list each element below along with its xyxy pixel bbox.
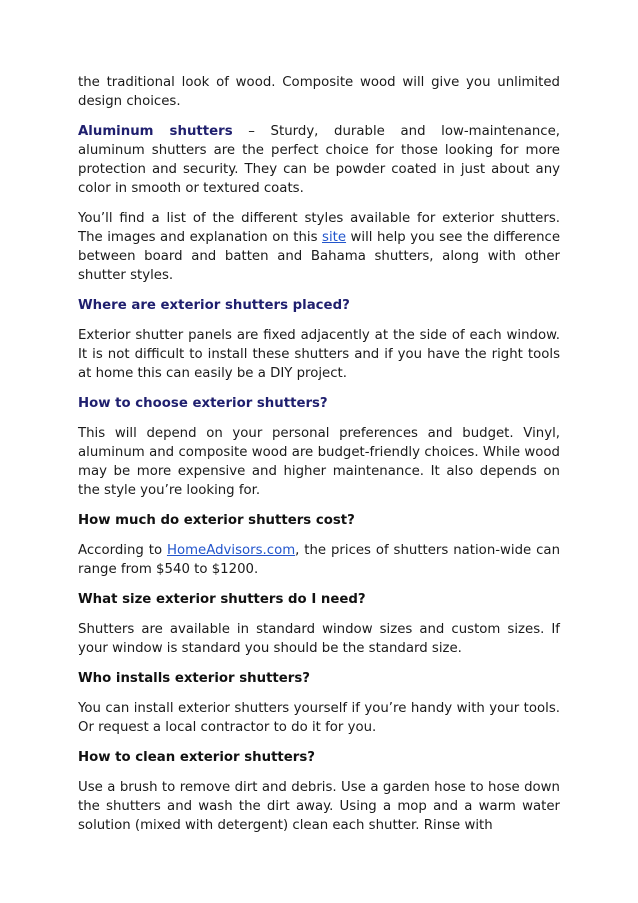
cost-paragraph — [78, 541, 560, 579]
aluminum-paragraph — [78, 122, 560, 198]
placed-text: Exterior shutter panels are fixed adjacently at the side of each window. It is not difficult to install these shutters and if you have the right tools at home this can easily be a DIY project. — [78, 328, 560, 381]
intro-text: the traditional look of wood. Composite wood will give you unlimited design choices. — [78, 75, 560, 109]
placed-heading: Where are exterior shutters placed? — [78, 298, 350, 313]
installs-paragraph — [78, 699, 560, 737]
clean-heading: How to clean exterior shutters? — [78, 750, 315, 765]
choose-heading: How to choose exterior shutters? — [78, 396, 328, 411]
installs-heading: Who installs exterior shutters? — [78, 671, 310, 686]
aluminum-lead: Aluminum shutters — [78, 124, 233, 139]
document-page — [78, 73, 560, 846]
cost-heading: How much do exterior shutters cost? — [78, 513, 355, 528]
clean-paragraph — [78, 778, 560, 835]
choose-text: This will depend on your personal preferences and budget. Vinyl, aluminum and composite wood are budget-friendly choices. While wood may be more expensive and higher maintenance. It also depends on the style you’re looking for. — [78, 426, 560, 498]
cost-text-before: According to — [78, 543, 167, 558]
homeadvisors-link[interactable]: HomeAdvisors.com — [166, 543, 296, 558]
clean-text: Use a brush to remove dirt and debris. Use a garden hose to hose down the shutters and wash the dirt away. Using a mop and a warm water solution (mixed with detergent) clean each shutter. Rinse with — [78, 780, 560, 833]
installs-text: You can install exterior shutters yourself if you’re handy with your tools. Or request a local contractor to do it for you. — [78, 701, 560, 735]
site-link[interactable]: site — [322, 230, 347, 245]
size-heading: What size exterior shutters do I need? — [78, 592, 366, 607]
styles-text-before: You’ll find a list of the different styles available for exterior shutters. The images and explanation on this — [78, 211, 560, 245]
aluminum-text: – Sturdy, durable and low-maintenance, aluminum shutters are the perfect choice for those looking for more protection and security. They can be powder coated in just about any color in smooth or textured coats. — [78, 124, 560, 196]
size-paragraph — [78, 620, 560, 658]
size-text: Shutters are available in standard window sizes and custom sizes. If your window is standard you should be the standard size. — [78, 622, 560, 656]
styles-text-after: will help you see the difference between board and batten and Bahama shutters, along with other shutter styles. — [78, 230, 560, 283]
intro-paragraph — [78, 73, 560, 111]
placed-paragraph — [78, 326, 560, 383]
cost-text-after: , the prices of shutters nation-wide can range from $540 to $1200. — [78, 543, 560, 577]
styles-paragraph — [78, 209, 560, 285]
choose-paragraph — [78, 424, 560, 500]
